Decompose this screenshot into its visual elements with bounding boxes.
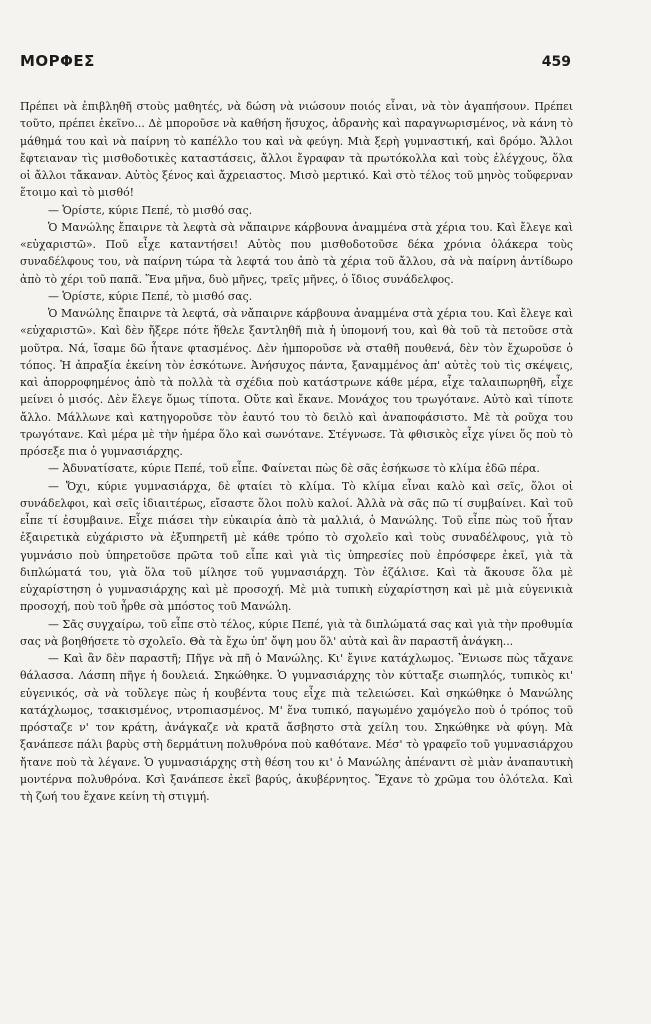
article-body [20,98,573,805]
dialogue-line: — Ὄχι, κύριε γυμνασιάρχα, δὲ φταίει τὸ κλίμα. Τὸ κλίμα εἶναι καλὸ καὶ σεῖς, ὅλοι οἱ συνάδελφοι, καὶ σεῖς ἰδιαιτέρως, εἴσαστε ὅλοι πολὺ καλοί. Ἀλλὰ νὰ σᾶς πῶ τί συμβαίνει. Καὶ τοῦ εἶπε τί ἐσυμβαινε. Εἶχε πιάσει τὴν εὐκαιρία ἀπὸ τὰ μαλλιά, ὁ Μανώλης. Τοῦ εἶπε πὼς τοῦ ἦταν ἐξαιρετικὰ εὐχάριστο νὰ ἐξυπηρετῆ μὲ κάθε τρόπο τὸ σχολεῖο καὶ τοὺς συναδέλφους, γιὰ τὸ γυμνάσιο ποὺ ὑπηρετοῦσε πρῶτα τοῦ εἶπε καὶ γιὰ τὶς ὑπηρεσίες ποὺ ἐπρόσφερε ἐκεῖ, γιὰ τὰ διπλώματά του, γιὰ ὅλα τοῦ μίλησε τοῦ γυμνασιάρχη. Τὸν ἐζάλισε. Καὶ τὰ ἄκουσε ὅλα μὲ εὐχαρίστηση ὁ γυμνασιάρχης καὶ μὲ προσοχή. Μὲ μιὰ τυπικὴ εὐχαρίστηση καὶ μὲ μιὰ εὐγενικιὰ προσοχή, ποὺ τοῦ ἦρθε σὰ μπόστος τοῦ Μανώλη. [20,479,573,614]
paragraph: Ὁ Μανώλης ἔπαιρνε τὰ λεφτά, σὰ νἄπαιρνε κάρβουνα ἀναμμένα στὰ χέρια του. Καὶ ἔλεγε καὶ «εὐχαριστῶ». Καὶ δὲν ἤξερε πότε ἤθελε ξαντληθῆ πιὰ ἡ ὑπομονή του, καὶ θὰ τοῦ τὰ πετοῦσε στὰ μοῦτρα. Νά, ἴσαμε δῶ ἦτανε φτασμένος. Δὲν ἠμποροῦσε νὰ σταθῆ πουθενά, δὲν τὸν ἔχωροῦσε ὁ τόπος. Ἡ ἀπραξία ἐκείνη τὸν ἐσκότωνε. Ἀνήσυχος πάντα, ξαναμμένος ἀπ' αὐτὲς τοὺ τὶς σκέψεις, καὶ ἀπορροφημένος ἀπὸ τὰ πολλὰ τὰ σχέδια ποὺ κατάστρωνε κάθε μέρα, εἶχε ταλαιπωρηθῆ, εἶχε μείνει ὁ μισός. Δὲν ἔλεγε ὅμως τίποτα. Οὔτε καὶ ἔκανε. Μονάχος του τρωγότανε. Αὐτὸ καὶ τίποτε ἄλλο. Μάλλωνε καὶ κατηγοροῦσε τὸν ἑαυτό του τὸ δειλὸ καὶ ἀναποφάσιστο. Μὲ τὰ ροῦχα του τρωγότανε. Καὶ μέρα μὲ τὴν ἡμέρα ὅλο καὶ σωνότανε. Στέγνωσε. Τὰ φθισικὸς εἶχε γίνει ὅς ποὺ τὸ πρόσεξε πια ὁ γυμνασιάρχης. [20,307,573,458]
dialogue-line: — Ὁρίστε, κύριε Πεπέ, τὸ μισθό σας. [48,289,253,303]
paragraph: — Καὶ ἂν δὲν παραστῆ; Πῆγε νὰ πῆ ὁ Μανώλης. Κι' ἔγινε κατάχλωμος. Ἔνιωσε πὼς τἄχανε θάλασσα. Λάσπη πῆγε ἡ δουλειά. Σηκώθηκε. Ὁ γυμνασιάρχης τὸν κύτταξε σιωπηλός, τυπικὸς κι' εὐγενικός, σὰ νὰ τοὔλεγε πὼς ἡ κουβέντα τους εἶχε πιὰ τελειώσει. Καὶ σηκώθηκε ὁ Μανώλης κατάχλωμος, τσακισμένος, ντροπιασμένος. Μ' ἕνα τυπικό, παγωμένο χαμόγελο ποὺ ὁ τρόπος τοῦ πρόσταζε ν' τον κράτη, ἀνάγκαζε νὰ κρατᾶ ἄσβηστο στὰ χείλη του. Σηκώθηκε νὰ φύγη. Μὰ ξανάπεσε πάλι βαρὺς στὴ δερμάτινη πολυθρόνα ποὺ καθότανε. Μέσ' τὸ γραφεῖο τοῦ γυμνασιάρχου ἤτανε ποὺ τὰ λέγανε. Ὁ γυμνασιάρχης στὴ θέση του κι' ὁ Μανώλης ἀπέναντι σὲ μιὰν ἀναπαυτικὴ μοντέρνα πολυθρόνα. Κσὶ ξανάπεσε ἐκεῖ βαρύς, ἀκυβέρνητος. Ἔχανε τὸ χρῶμα του ὁλότελα. Καὶ τὴ ζωή του ἔχανε κείνη τὴ στιγμή. [20,652,573,803]
running-head: ΜΟΡΦΕΣ [20,52,95,70]
paragraph: Πρέπει νὰ ἐπιβληθῆ στοὺς μαθητές, νὰ δώση νὰ νιώσουν ποιός εἶναι, νὰ τὸν ἀγαπήσουν. Πρέπει τοῦτο, πρέπει ἐκεῖνο... Δὲ μποροῦσε νὰ καθήση ἥσυχος, ἀδρανὴς καὶ παραγνωρισμένος, νὰ κάνη τὸ μάθημά του καὶ νὰ παίρνη τὸ καπέλλο του καὶ νὰ φεύγη. Μιὰ ξερὴ γυμναστική, καὶ δρόμο. Ἄλλοι ἔφτειαναν τὶς μισθοδοτικὲς καταστάσεις, ἄλλοι ἔγραφαν τὰ πρωτόκολλα καὶ τοὺς ἐλέγχους, ὅλα οἱ ἄλλοι τἄκαναν. Αὐτὸς ξένος καὶ ἄχρειαστος. Μισὸ μερτικό. Καὶ στὸ τέλος τοῦ μηνὸς τοὔφερναν ἕτοιμο καὶ τὸ μισθό! [20,100,573,200]
dialogue-line: — Ὁρίστε, κύριε Πεπέ, τὸ μισθό σας. [48,203,253,217]
page-number: 459 [541,54,571,70]
dialogue-line: — Σᾶς συγχαίρω, τοῦ εἶπε στὸ τέλος, κύριε Πεπέ, γιὰ τὰ διπλώματά σας καὶ γιὰ τὴν προθυμία σας νὰ βοηθήσετε τὸ σχολεῖο. Θὰ τὰ ἔχω ὑπ' ὄψη μου ὅλ' αὐτὰ καὶ ἂν παραστῆ ἀνάγκη... [20,617,573,648]
paragraph: Ὁ Μανώλης ἔπαιρνε τὰ λεφτὰ σὰ νἄπαιρνε κάρβουνα ἀναμμένα στὰ χέρια του. Καὶ ἔλεγε καὶ «εὐχαριστῶ». Ποῦ εἶχε καταντήσει! Αὐτὸς που μισθοδοτοῦσε δέκα χρόνια ὁλάκερα τοὺς συναδέλφους του, νὰ παίρνη τώρα τὰ λεφτά του ἀπὸ τὰ χέρια τοῦ ἄλλου, σὰ νὰ παίρνη ἀντίδωρο ἀπὸ τὸ χέρι τοῦ παπᾶ. Ἕνα μῆνα, δυὸ μῆνες, τρεῖς μῆνες, ὁ ἴδιος συνάδελφος. [20,220,573,286]
dialogue-line: — Ἀδυνατίσατε, κύριε Πεπέ, τοῦ εἶπε. Φαίνεται πὼς δὲ σᾶς ἐσήκωσε τὸ κλίμα ἐδῶ πέρα. [48,462,540,476]
page-header [20,52,571,70]
